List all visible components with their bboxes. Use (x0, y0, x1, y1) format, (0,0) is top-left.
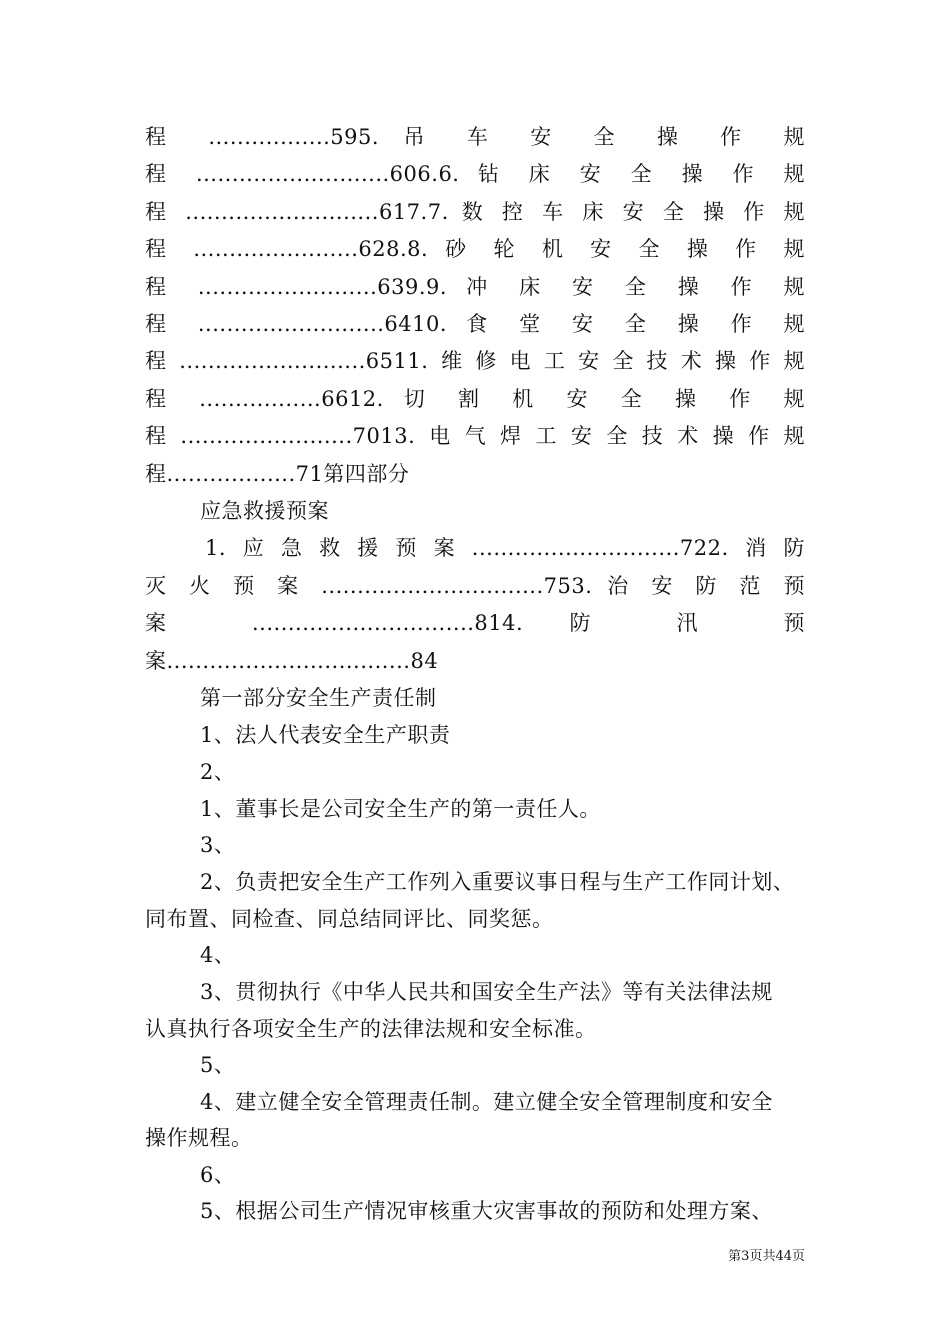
page-number: 第3页共44页 (728, 1249, 805, 1264)
toc-line: 灭 火 预 案 ...............................753. 治 安 防 范 预 (145, 574, 805, 598)
toc-line: 程..........................6511.维修电工安全技术操作规 (145, 349, 805, 373)
paragraph: 2、 (200, 760, 236, 784)
paragraph: 5、根据公司生产情况审核重大灾害事故的预防和处理方案、 (200, 1199, 773, 1223)
toc-line: 程 .................6612. 切 割 机 安 全 操 作 规 (145, 387, 805, 411)
toc-line: 程 .................595. 吊 车 安 全 操 作 规 (145, 125, 805, 149)
toc-line: 程 ..........................6410. 食 堂 安 全 操 作 规 (145, 312, 805, 336)
part-title: 第一部分安全生产责任制 (200, 686, 437, 710)
paragraph: 5、 (200, 1053, 236, 1077)
paragraph: 1、董事长是公司安全生产的第一责任人。 (200, 797, 601, 821)
paragraph: 操作规程。 (145, 1126, 253, 1150)
paragraph: 1、法人代表安全生产职责 (200, 723, 451, 747)
paragraph: 3、 (200, 833, 236, 857)
toc-line: 程........................7013.电气焊工安全技术操作规 (145, 424, 805, 448)
toc-line: 程..................71第四部分 (145, 462, 410, 486)
toc-line: 程 ...........................617.7. 数 控 车 床 安 全 操 作 规 (145, 200, 805, 224)
toc-line: 程 .......................628.8. 砂 轮 机 安 全 操 作 规 (145, 237, 805, 261)
paragraph: 2、负责把安全生产工作列入重要议事日程与生产工作同计划、 (200, 870, 795, 894)
toc-line: 案 ...............................814. 防 汛 预 (145, 611, 805, 635)
paragraph: 4、建立健全安全管理责任制。建立健全安全管理制度和安全 (200, 1090, 773, 1114)
paragraph: 6、 (200, 1163, 236, 1187)
toc-line: 程 .........................639.9. 冲 床 安 全 操 作 规 (145, 275, 805, 299)
toc-line: 案..................................84 (145, 649, 439, 673)
toc-line: 1.应急救援预案.............................722.消防 (205, 536, 805, 560)
paragraph: 同布置、同检查、同总结同评比、同奖惩。 (145, 907, 554, 931)
toc-line: 程 ...........................606.6. 钻 床 安 全 操 作 规 (145, 162, 805, 186)
section-title: 应急救援预案 (200, 499, 329, 523)
paragraph: 4、 (200, 943, 236, 967)
paragraph: 3、贯彻执行《中华人民共和国安全生产法》等有关法律法规 (200, 980, 773, 1004)
paragraph: 认真执行各项安全生产的法律法规和安全标准。 (145, 1017, 597, 1041)
